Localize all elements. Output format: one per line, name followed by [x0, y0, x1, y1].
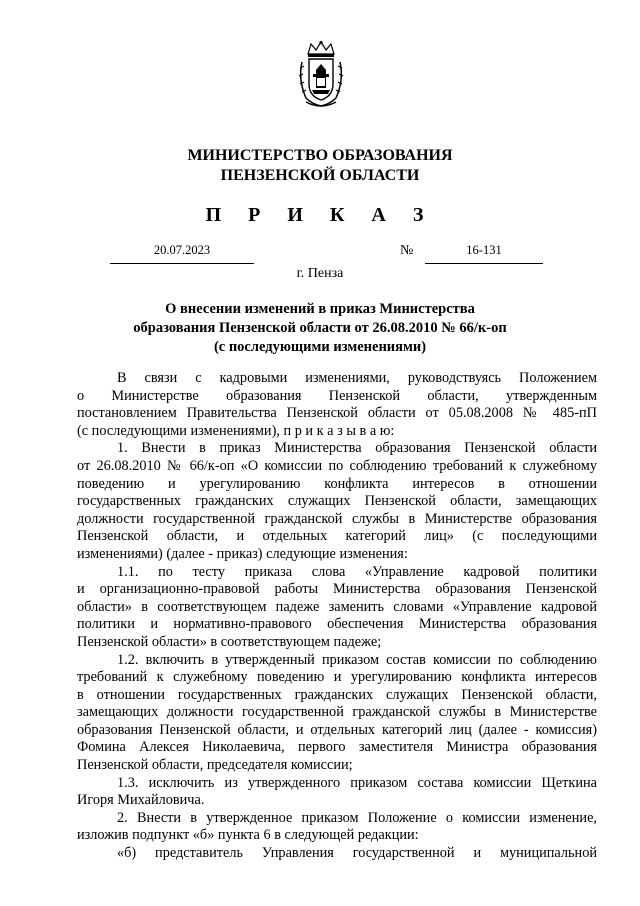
body-line: 1. Внести в приказ Министерства образования Пензенской области	[117, 440, 597, 457]
order-date: 20.07.2023	[110, 241, 254, 264]
body-line: государственных гражданских служащих Пензенской области, замещающих	[77, 493, 597, 510]
ministry-name-line1: МИНИСТЕРСТВО ОБРАЗОВАНИЯ	[187, 147, 453, 164]
order-number: 16-131	[425, 241, 543, 264]
body-line: «б) представитель Управления государственной и муниципальной	[117, 845, 597, 862]
body-line: о Министерстве образования Пензенской области, утвержденным	[77, 387, 597, 404]
body-line: В связи с кадровыми изменениями, руководствуясь Положением	[117, 370, 597, 386]
body-line: Пензенской области, председателя комиссии;	[77, 757, 353, 774]
body-line: Фомина Алексея Николаевича, первого заместителя Министра образования	[77, 739, 597, 756]
body-line: области» в соответствующем падеже заменить словами «Управление кадровой	[77, 598, 597, 615]
coat-of-arms-icon	[296, 40, 346, 110]
body-line: 2. Внести в утвержденное приказом Положение о комиссии изменение,	[117, 809, 597, 826]
city-label: г. Пенза	[296, 266, 344, 281]
body-line: Игоря Михайловича.	[77, 792, 205, 809]
ministry-name-line2: ПЕНЗЕНСКОЙ ОБЛАСТИ	[220, 167, 420, 184]
subject-line2: образования Пензенской области от 26.08.2010 № 66/к-оп	[133, 320, 507, 336]
body-line: 1.3. исключить из утвержденного приказом состава комиссии Щеткина	[117, 774, 597, 791]
body-line: поведению и урегулированию конфликта интересов в отношении	[77, 475, 597, 492]
order-body	[77, 370, 597, 863]
body-line: должности государственной гражданской службы в Министерстве образования	[77, 510, 597, 527]
body-line: (с последующими изменениями), п р и к а з ы в а ю:	[77, 422, 395, 439]
body-line: образования Пензенской области, и отдельных категорий лиц (далее - комиссия)	[77, 721, 597, 738]
body-line: политики и нормативно-правового обеспечения Министерства образования	[77, 616, 597, 633]
body-line: постановлением Правительства Пензенской области от 05.08.2008 № 485-пП	[77, 405, 597, 422]
body-line: в отношении государственных гражданских служащих Пензенской области,	[77, 686, 597, 703]
body-line: изменениями) (далее - приказ) следующие изменения:	[77, 545, 408, 562]
document-type-title: П Р И К А З	[205, 204, 435, 226]
body-line: от 26.08.2010 № 66/к-оп «О комиссии по соблюдению требований к служебному	[77, 457, 597, 474]
body-line: 1.1. по тесту приказа слова «Управление кадровой политики	[117, 563, 597, 580]
subject-line3: (с последующими изменениями)	[213, 339, 427, 355]
body-line: замещающих должности государственной гражданской службы в Министерстве	[77, 704, 597, 721]
body-line: 1.2. включить в утвержденный приказом состав комиссии по соблюдению	[117, 651, 597, 668]
body-line: требований к служебному поведению и урегулированию конфликта интересов	[77, 669, 597, 686]
number-sign: №	[400, 243, 414, 258]
subject-line1: О внесении изменений в приказ Министерства	[165, 301, 475, 317]
body-line: Пензенской области» в соответствующем падеже;	[77, 633, 382, 650]
body-line: Пензенской области, и отдельных категорий лиц» (с последующими	[77, 528, 597, 545]
body-line: и организационно-правовой работы Министерства образования Пензенской	[77, 581, 597, 598]
body-line: изложив подпункт «б» пункта 6 в следующей редакции:	[77, 827, 419, 844]
